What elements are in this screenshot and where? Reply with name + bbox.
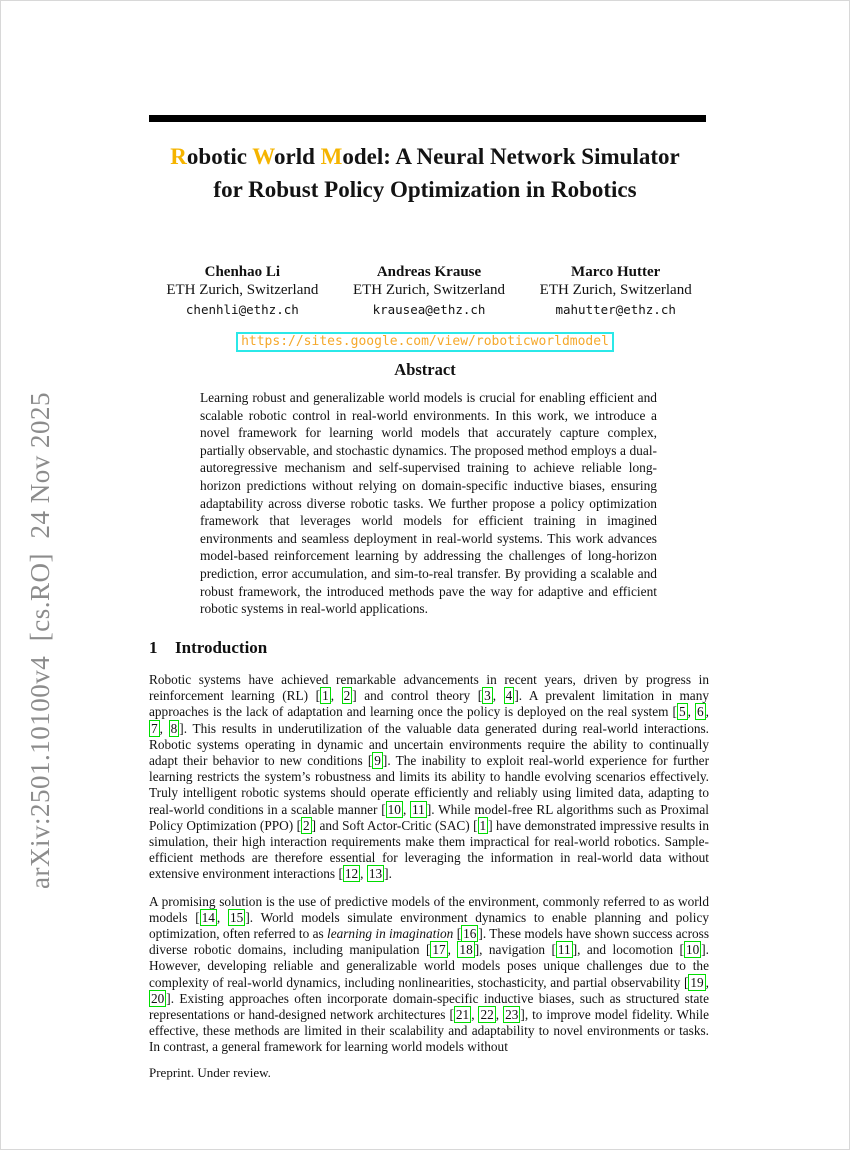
author-email[interactable]: krausea@ethz.ch	[372, 302, 486, 317]
intro-paragraph: Robotic systems have achieved remarkable advancements in recent years, driven by progress in reinforcement learning (RL) [ 1 , 2 ] and control theory [ 3 , 4 ]. A prevalent limitation in many approaches is the lack of adaptation and learning once the policy is deployed on the real system [ 5 , 6 , 7 , 8 ]. This results in underutilization of the valuable data generated during real-world interactions. Robotic systems operating in dynamic and uncertain environments require the ability to continually adapt their behavior to new conditions [ 9 ]. The inability to exploit real-world experience for further learning restricts the system’s robustness and limits its ability to handle evolving scenarios effectively. Truly intelligent robotic systems should operate efficiently and reliably using limited data, adapting to real-world conditions in a scalable manner [ 10 , 11 ]. While model-free RL algorithms such as Proximal Policy Optimization (PPO) [ 2 ] and Soft Actor-Critic (SAC) [ 1 ] have demonstrated impressive results in simulation, their high interaction requirements make them impractical for real-world robotics. Sample-efficient methods are therefore essential for leveraging the information in real-world data without extensive environment interactions [ 12 , 13 ].	[149, 672, 710, 882]
abstract-text: Learning robust and generalizable world models is crucial for enabling efficient and scalable robotic control in real-world environments. In this work, we introduce a novel framework for learning world models that accurately capture complex, partially observable, and stochastic dynamics. The proposed method employs a dual-autoregressive mechanism and self-supervised training to achieve reliable long-horizon predictions without relying on domain-specific inductive biases, ensuring adaptability across diverse robotic tasks. We further propose a policy optimization framework that leverages world models for efficient training in imagined environments and seamless deployment in real-world systems. This work advances model-based reinforcement learning by addressing the challenges of long-horizon prediction, error accumulation, and sim-to-real transfer. By providing a scalable and robust framework, the introduced methods pave the way for adaptive and efficient robotic systems in real-world applications.	[200, 390, 657, 617]
author-email[interactable]: chenhli@ethz.ch	[185, 302, 299, 317]
author-affiliation: ETH Zurich, Switzerland	[352, 282, 506, 298]
citation-ref[interactable]: 6	[697, 704, 704, 720]
citation-ref[interactable]: 9	[374, 753, 381, 769]
project-link[interactable]: https://sites.google.com/view/roboticworldmodel	[236, 332, 614, 352]
author-email[interactable]: mahutter@ethz.ch	[555, 302, 676, 317]
citation-ref[interactable]: 14	[201, 909, 215, 925]
paper-title-line2: for Robust Policy Optimization in Robotics	[213, 177, 637, 202]
citation-ref[interactable]: 18	[459, 942, 473, 958]
citation-ref[interactable]: 19	[690, 974, 704, 990]
section-heading-introduction	[149, 638, 267, 658]
citation-ref[interactable]: 13	[368, 866, 383, 882]
author-list	[149, 263, 709, 319]
author-affiliation: ETH Zurich, Switzerland	[539, 282, 692, 298]
citation-ref[interactable]: 3	[484, 688, 491, 704]
preprint-footnote: Preprint. Under review.	[149, 1065, 271, 1080]
author-name: Chenhao Li	[204, 264, 281, 280]
citation-ref[interactable]: 8	[170, 720, 178, 736]
citation-ref[interactable]: 10	[387, 801, 401, 817]
paper-title	[1, 140, 849, 206]
introduction-body	[149, 672, 709, 1067]
citation-ref[interactable]: 2	[343, 688, 351, 704]
author-block	[522, 263, 709, 319]
citation-ref[interactable]: 22	[480, 1007, 494, 1023]
title-highlight-letter: W	[252, 144, 275, 169]
emphasized-text: learning in imagination	[327, 926, 454, 942]
citation-ref[interactable]: 4	[505, 688, 513, 704]
citation-ref[interactable]: 16	[463, 926, 477, 942]
citation-ref[interactable]: 15	[230, 909, 244, 925]
author-block	[149, 263, 336, 319]
citation-ref[interactable]: 1	[322, 688, 329, 704]
citation-ref[interactable]: 20	[151, 990, 165, 1006]
author-affiliation: ETH Zurich, Switzerland	[166, 282, 319, 298]
title-highlight-letter: R	[170, 144, 187, 169]
section-title: Introduction	[175, 638, 268, 657]
citation-ref[interactable]: 21	[455, 1007, 470, 1023]
citation-ref[interactable]: 17	[432, 942, 446, 958]
citation-ref[interactable]: 7	[151, 720, 158, 736]
project-link-row	[1, 332, 849, 352]
title-rule	[149, 115, 706, 122]
intro-paragraph: A promising solution is the use of predictive models of the environment, commonly referred to as world models [ 14 , 15 ]. World models simulate environment dynamics to enable planning and policy optimization, often referred to as learning in imagination [ 16 ]. These models have shown success across diverse robotic domains, including manipulation [ 17 , 18 ], navigation [ 11 ], and locomotion [ 10 ]. However, developing reliable and generalizable world models poses unique challenges due to the complexity of real-world dynamics, including nonlinearities, stochasticity, and partial observability [ 19 , 20 ]. Existing approaches often incorporate domain-specific inductive biases, such as structured state representations or hand-designed network architectures [ 21 , 22 , 23 ], to improve model fidelity. While effective, these methods are limited in their scalability and adaptability to novel environments or tasks. In contrast, a general framework for learning world models without	[149, 893, 710, 1055]
author-name: Andreas Krause	[376, 264, 482, 280]
title-highlight-letter: M	[320, 144, 343, 169]
citation-ref[interactable]: 1	[479, 817, 487, 833]
citation-ref[interactable]: 10	[685, 942, 700, 958]
citation-ref[interactable]: 11	[557, 942, 571, 958]
citation-ref[interactable]: 11	[412, 801, 425, 817]
citation-ref[interactable]: 12	[344, 866, 359, 882]
paper-title-line1: Robotic World Model: A Neural Network Simulator	[170, 144, 680, 169]
citation-ref[interactable]: 23	[505, 1007, 519, 1023]
arxiv-watermark: arXiv:2501.10100v4 [cs.RO] 24 Nov 2025	[25, 392, 55, 889]
author-name: Marco Hutter	[571, 264, 661, 280]
citation-ref[interactable]: 2	[303, 817, 310, 833]
section-number: 1	[149, 638, 158, 657]
author-block	[336, 263, 523, 319]
citation-ref[interactable]: 5	[678, 704, 686, 720]
abstract-heading: Abstract	[394, 360, 456, 379]
